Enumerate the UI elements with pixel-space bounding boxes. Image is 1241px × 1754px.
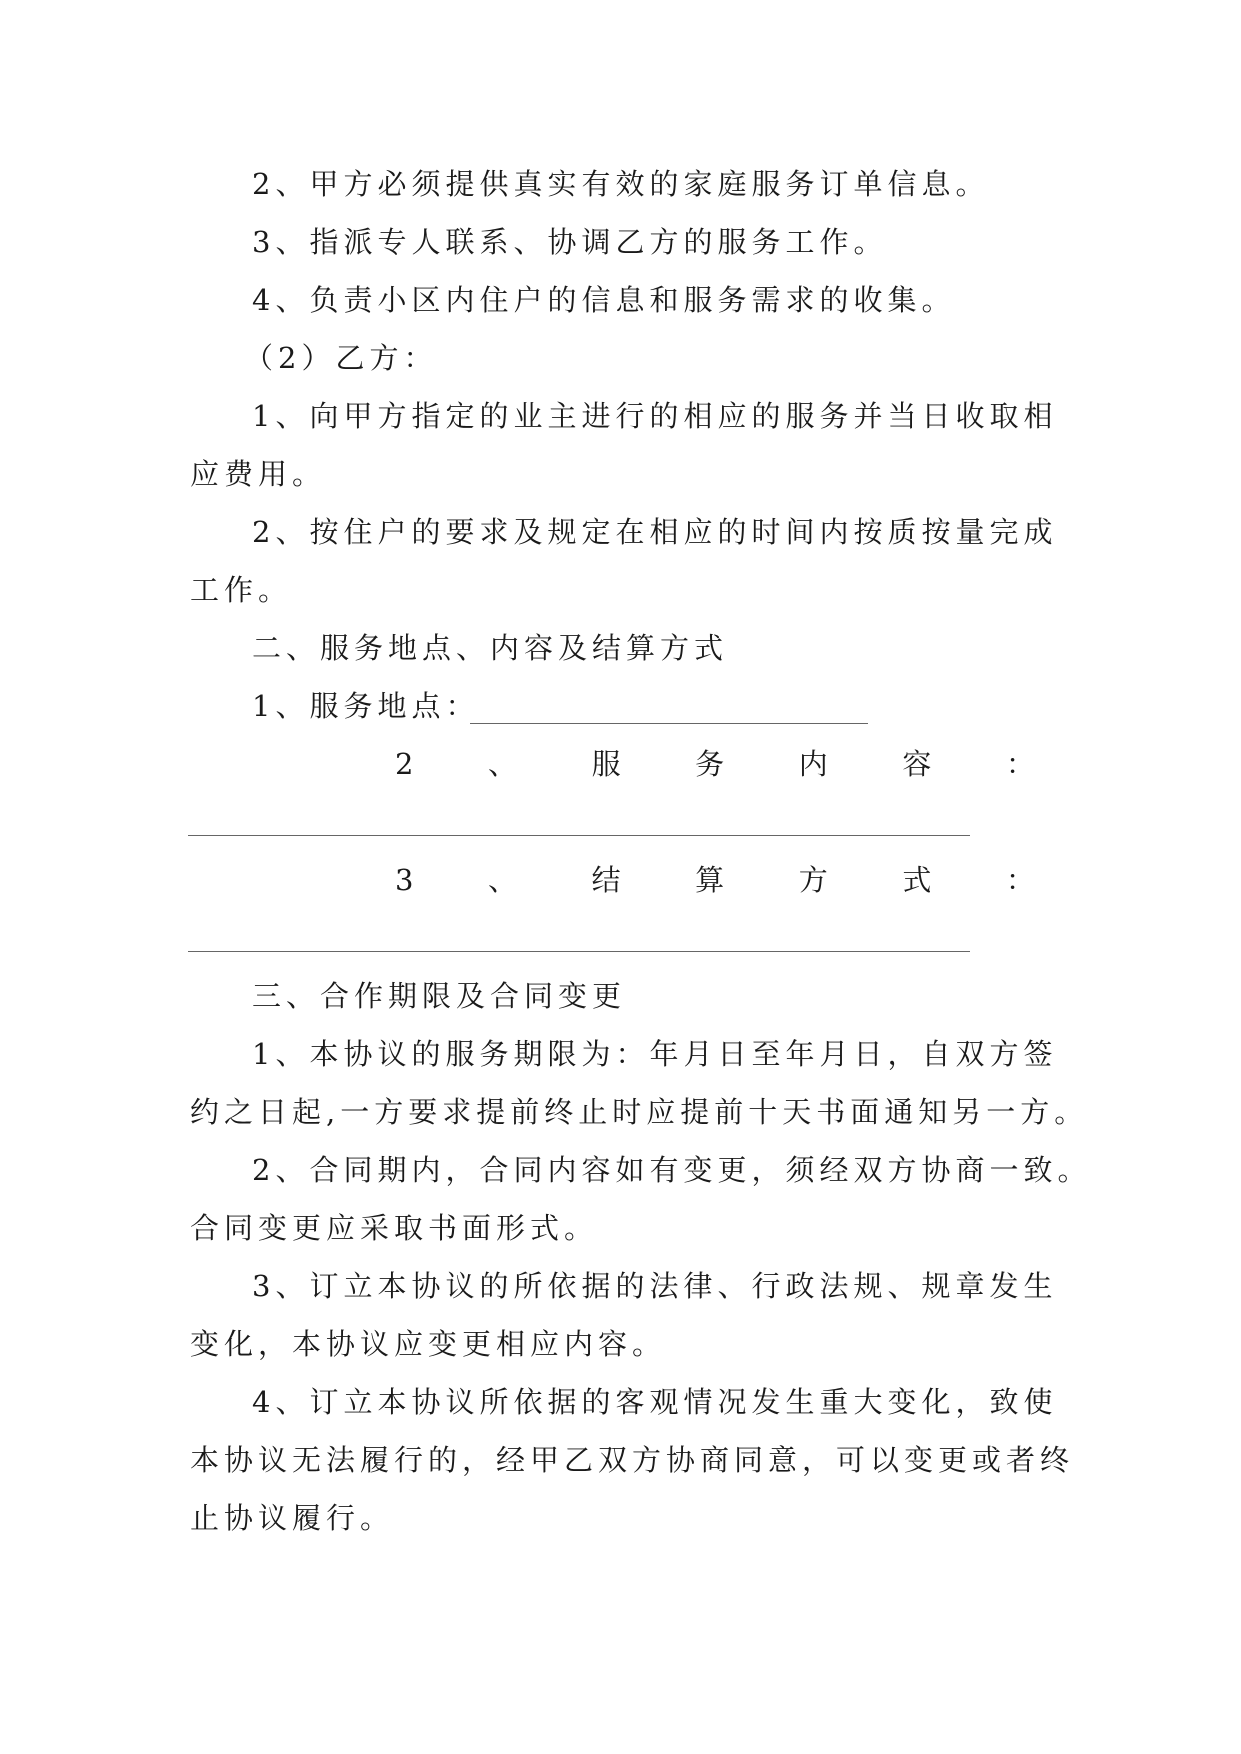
paragraph-line: 本协议无法履行的，经甲乙双方协商同意，可以变更或者终 — [190, 1443, 1075, 1477]
paragraph-line: 4、负责小区内住户的信息和服务需求的收集。 — [252, 283, 956, 317]
blank-underline — [188, 951, 970, 952]
spread-char: 、 — [488, 863, 518, 897]
section-heading: 三、合作期限及合同变更 — [252, 979, 627, 1013]
spread-char: 内 — [798, 747, 828, 781]
spread-char: 结 — [591, 863, 621, 897]
blank-underline — [470, 723, 868, 724]
spread-line-service-content — [395, 746, 1035, 782]
paragraph-line: 2、按住户的要求及规定在相应的时间内按质按量完成 — [252, 515, 1058, 549]
paragraph-line: 3、指派专人联系、协调乙方的服务工作。 — [252, 225, 888, 259]
paragraph-line: 2、甲方必须提供真实有效的家庭服务订单信息。 — [252, 167, 990, 201]
paragraph-line: 1、服务地点： — [252, 689, 480, 723]
paragraph-line: 合同变更应采取书面形式。 — [190, 1211, 599, 1245]
paragraph-line: 应费用。 — [190, 457, 327, 491]
spread-char: 算 — [695, 863, 725, 897]
paragraph-line: （2）乙方： — [244, 341, 438, 375]
spread-char: 3 — [395, 863, 414, 897]
spread-char: 容 — [902, 747, 932, 781]
blank-underline — [188, 835, 970, 836]
spread-char: 式 — [902, 863, 932, 897]
spread-char: 、 — [488, 747, 518, 781]
paragraph-line: 4、订立本协议所依据的客观情况发生重大变化，致使 — [252, 1385, 1058, 1419]
spread-char: 2 — [395, 747, 414, 781]
section-heading: 二、服务地点、内容及结算方式 — [252, 631, 729, 665]
spread-char: 服 — [591, 747, 621, 781]
paragraph-line: 工作。 — [190, 573, 293, 607]
spread-char: 方 — [798, 863, 828, 897]
paragraph-line: 止协议履行。 — [190, 1501, 395, 1535]
spread-char: ： — [1005, 747, 1035, 781]
spread-char: ： — [1005, 863, 1035, 897]
paragraph-line: 约之日起,一方要求提前终止时应提前十天书面通知另一方。 — [190, 1095, 1089, 1129]
spread-char: 务 — [695, 747, 725, 781]
paragraph-line: 变化，本协议应变更相应内容。 — [190, 1327, 667, 1361]
paragraph-line: 1、本协议的服务期限为：年月日至年月日，自双方签 — [252, 1037, 1058, 1071]
spread-line-settlement — [395, 862, 1035, 898]
paragraph-line: 3、订立本协议的所依据的法律、行政法规、规章发生 — [252, 1269, 1058, 1303]
paragraph-line: 1、向甲方指定的业主进行的相应的服务并当日收取相 — [252, 399, 1058, 433]
paragraph-line: 2、合同期内，合同内容如有变更，须经双方协商一致。 — [252, 1153, 1092, 1187]
